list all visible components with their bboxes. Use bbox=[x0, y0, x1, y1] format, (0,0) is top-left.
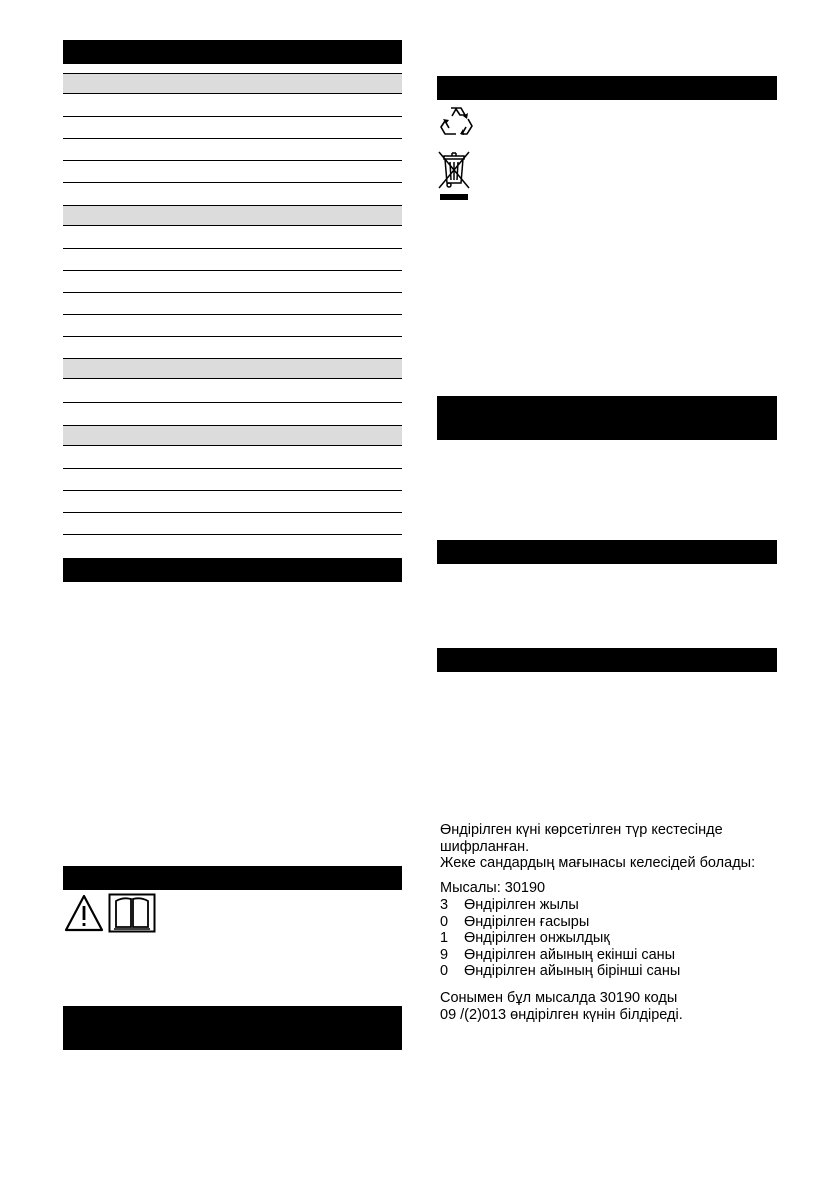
crossed-bin-icon bbox=[437, 150, 471, 202]
table-row-divider bbox=[63, 512, 402, 513]
table-row-divider bbox=[63, 336, 402, 337]
digit-legend bbox=[440, 897, 680, 980]
digit-meaning: Өндірілген айының екінші саны bbox=[464, 946, 676, 963]
table-row-divider bbox=[63, 468, 402, 469]
digit-meaning: Өндірілген онжылдық bbox=[464, 930, 610, 946]
production-date-intro-line2: шифрланған. bbox=[440, 838, 530, 855]
production-date-intro-line1: Өндірілген күні көрсетілген түр кестесінде bbox=[440, 822, 723, 838]
digit-legend-row bbox=[440, 947, 680, 964]
table-row-divider bbox=[63, 534, 402, 535]
table-group-header bbox=[63, 425, 402, 446]
digit-value: 0 bbox=[440, 963, 449, 979]
section-header-bar bbox=[63, 866, 402, 890]
left-header-bar bbox=[63, 40, 402, 64]
table-row-divider bbox=[63, 490, 402, 491]
table-row-divider bbox=[63, 138, 402, 139]
conclusion-line1: Сонымен бұл мысалда 30190 коды bbox=[440, 990, 678, 1006]
section-header-bar-tall bbox=[437, 396, 777, 440]
digit-value: 3 bbox=[440, 897, 449, 913]
table-group-header bbox=[63, 205, 402, 226]
table-row-divider bbox=[63, 182, 402, 183]
table-row-divider bbox=[63, 292, 402, 293]
table-row-divider bbox=[63, 116, 402, 117]
digit-legend-row bbox=[440, 897, 680, 914]
table-row-divider bbox=[63, 314, 402, 315]
section-header-bar bbox=[437, 76, 777, 100]
section-header-bar bbox=[437, 648, 777, 672]
digit-legend-row bbox=[440, 914, 680, 931]
example-label: Мысалы: 30190 bbox=[440, 880, 546, 896]
manual-book-icon bbox=[108, 893, 156, 933]
table-row-divider bbox=[63, 160, 402, 161]
table-row-divider bbox=[63, 402, 402, 403]
digit-meaning: Өндірілген ғасыры bbox=[464, 913, 590, 930]
digit-legend-row bbox=[440, 963, 680, 980]
table-group-header bbox=[63, 358, 402, 379]
recycle-icon bbox=[438, 104, 474, 138]
digit-meaning: Өндірілген жылы bbox=[464, 897, 579, 913]
digit-value: 9 bbox=[440, 946, 449, 963]
conclusion-line2: 09 /(2)013 өндірілген күнін білдіреді. bbox=[440, 1006, 683, 1023]
digit-legend-row bbox=[440, 930, 680, 947]
table-row-divider bbox=[63, 270, 402, 271]
digit-meaning: Өндірілген айының бірінші саны bbox=[464, 963, 681, 979]
section-header-bar-tall bbox=[63, 1006, 402, 1050]
digit-value: 0 bbox=[440, 913, 449, 930]
section-header-bar bbox=[63, 558, 402, 582]
warning-triangle-icon bbox=[63, 893, 105, 933]
section-header-bar bbox=[437, 540, 777, 564]
digit-value: 1 bbox=[440, 930, 449, 946]
table-row-divider bbox=[63, 248, 402, 249]
production-date-intro-line3: Жеке сандардың мағынасы келесідей болады: bbox=[440, 855, 756, 871]
table-group-header bbox=[63, 73, 402, 94]
